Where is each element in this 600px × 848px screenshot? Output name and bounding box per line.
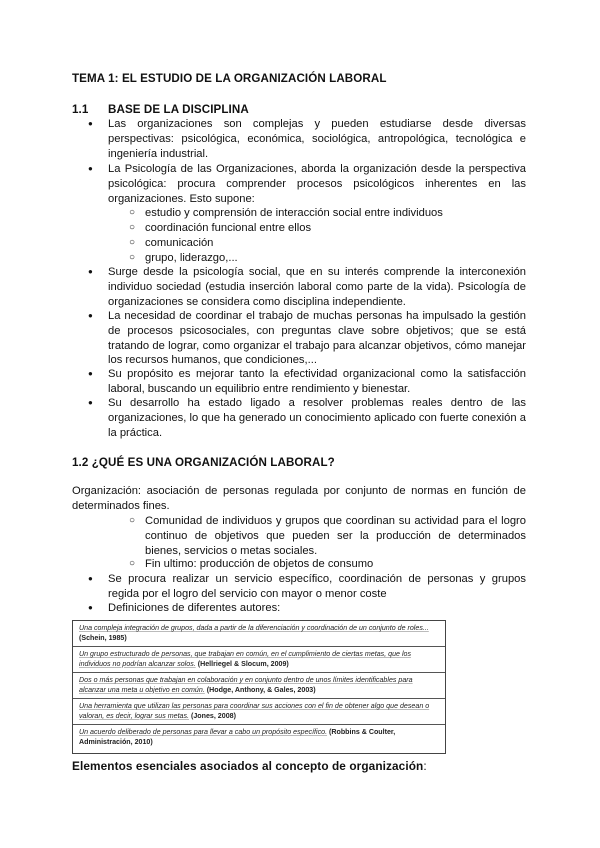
definition-author: (Schein, 1985) [79, 633, 127, 642]
bullet-icon: ● [88, 398, 93, 407]
section-2-heading: 1.2 ¿QUÉ ES UNA ORGANIZACIÓN LABORAL? [72, 456, 335, 469]
definition-row [79, 728, 439, 747]
s1-sub-1: estudio y comprensión de interacción social entre individuos [145, 207, 443, 219]
s2-intro: Organización: asociación de personas regulada por conjunto de normas en función de determinados fines. [72, 485, 526, 512]
definition-row [79, 702, 439, 721]
s1-bullet-5: Su propósito es mejorar tanto la efectividad organizacional como la satisfacción laboral, buscando un equilibrio entre rendimiento y bienestar. [108, 368, 526, 395]
definition-text: Una compleja integración de grupos, dada a partir de la diferenciación y coordinación de un conjunto de roles... [79, 624, 429, 632]
section-1-number: 1.1 [72, 103, 89, 116]
definition-text: Un grupo estructurado de personas, que trabajan en común, en el cumplimiento de ciertas metas, que los individuos no podrían alcanzar solos. [79, 650, 412, 668]
bullet-icon: ● [88, 574, 93, 583]
bullet-icon: ● [88, 369, 93, 378]
elements-heading [72, 759, 427, 773]
table-divider [73, 698, 445, 699]
s2-bullet-1: Se procura realizar un servicio específico, coordinación de personas y grupos regida por el logro del servicio con mayor o menor coste [108, 573, 526, 600]
definition-text: Una herramienta que utilizan las personas para coordinar sus acciones con el fin de obtener algo que desean o valoran, es decir, lograr sus metas. [79, 702, 430, 720]
s1-sub-4: grupo, liderazgo,... [145, 252, 238, 264]
s1-bullet-3: Surge desde la psicología social, que en su interés comprende la interconexión individuo sociedad (estudia inserción laboral como parte de la vida). Psicología de organizaciones se considera como disciplina independiente. [108, 266, 526, 308]
definition-row [79, 650, 439, 669]
s2-sub-1: Comunidad de individuos y grupos que coordinan su actividad para el logro continuo de objetivos que pueden ser la producción de determinados bienes, servicios o metas sociales. [145, 515, 526, 557]
definition-text: Un acuerdo deliberado de personas para llevar a cabo un propósito específico. [79, 728, 328, 736]
s1-bullet-4: La necesidad de coordinar el trabajo de muchas personas ha impulsado la gestión de procesos psicosociales, con preguntas clave sobre objetivos; que se está tratando de lograr, como organizar el trabajo para alcanzar objetivos, cómo manejar los recursos humanos, que condiciones,... [108, 310, 526, 367]
bullet-icon: ● [88, 119, 93, 128]
bullet-icon: ● [88, 267, 93, 276]
definition-row [79, 676, 439, 695]
s2-bullet-2: Definiciones de diferentes autores: [108, 602, 281, 614]
bullet-icon: ● [88, 164, 93, 173]
bullet-icon: ● [88, 311, 93, 320]
definition-author: (Robbins & Coulter, Administración, 2010) [79, 728, 396, 746]
definition-author: (Hellriegel & Slocum, 2009) [197, 659, 289, 668]
table-divider [73, 672, 445, 673]
table-divider [73, 724, 445, 725]
s1-sub-2: coordinación funcional entre ellos [145, 222, 312, 234]
definition-author: (Jones, 2008) [191, 711, 236, 720]
definitions-table [72, 620, 446, 754]
sub-bullet-icon: ○ [129, 222, 136, 233]
sub-bullet-icon: ○ [129, 237, 136, 248]
page-title: TEMA 1: EL ESTUDIO DE LA ORGANIZACIÓN LABORAL [72, 72, 387, 85]
bullet-icon: ● [88, 603, 93, 612]
sub-bullet-icon: ○ [129, 558, 136, 569]
sub-bullet-icon: ○ [129, 207, 136, 218]
elements-heading-text: Elementos esenciales asociados al concepto de organización [72, 759, 424, 773]
s1-bullet-2: La Psicología de las Organizaciones, aborda la organización desde la perspectiva psicológica: procura comprender procesos psicológicos inherentes en las organizaciones. Esto supone: [108, 163, 526, 205]
s1-bullet-6: Su desarrollo ha estado ligado a resolver problemas reales dentro de las organizaciones, lo que ha generado un conocimiento aplicado con fuerte conexión a la práctica. [108, 397, 526, 439]
sub-bullet-icon: ○ [129, 252, 136, 263]
section-1-heading: BASE DE LA DISCIPLINA [108, 103, 249, 116]
table-divider [73, 646, 445, 647]
s1-bullet-1: Las organizaciones son complejas y pueden estudiarse desde diversas perspectivas: psicológica, económica, sociológica, antropológica, tecnológica e ingeniería industrial. [108, 118, 526, 160]
definition-row [79, 624, 439, 643]
definition-author: (Hodge, Anthony, & Gales, 2003) [206, 685, 316, 694]
sub-bullet-icon: ○ [129, 515, 136, 526]
s2-sub-2: Fin ultimo: producción de objetos de consumo [145, 558, 374, 570]
definition-text: Dos o más personas que trabajan en colaboración y en conjunto dentro de unos límites identificables para alcanzar una meta u objetivo en común. [79, 676, 413, 694]
s1-sub-3: comunicación [145, 237, 214, 249]
elements-heading-colon: : [423, 759, 427, 773]
